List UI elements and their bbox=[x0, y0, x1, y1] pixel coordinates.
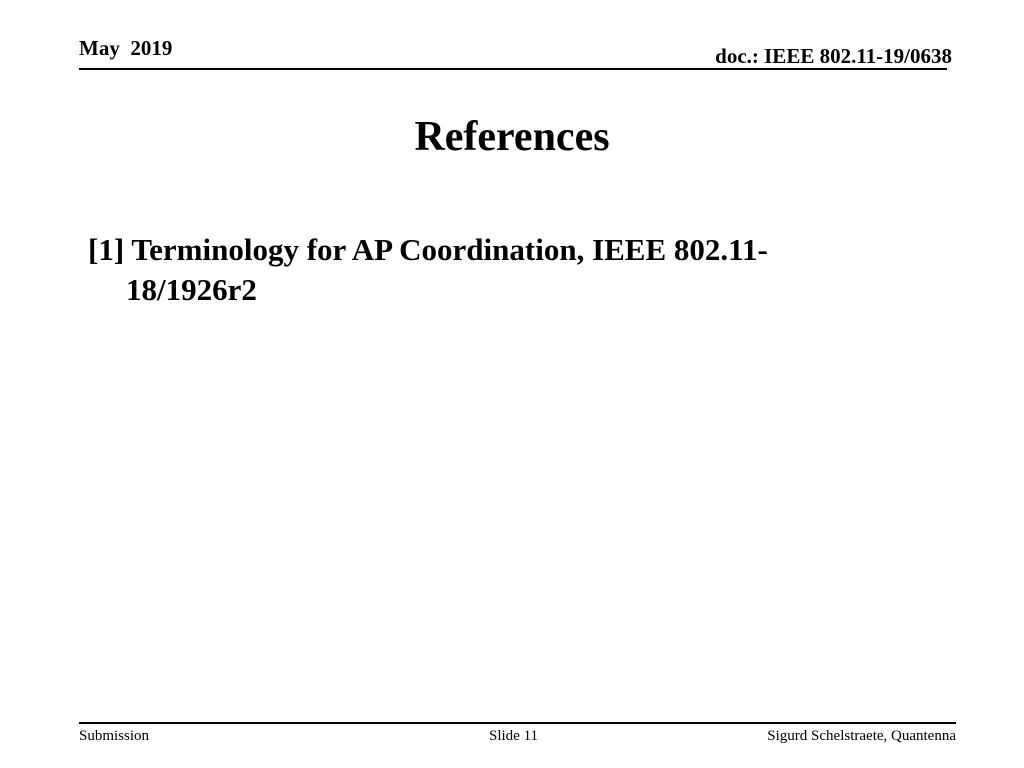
slide-title: References bbox=[414, 114, 610, 160]
footer-divider bbox=[79, 722, 956, 724]
footer-slide-number: Slide 11 bbox=[489, 728, 539, 744]
header-divider bbox=[79, 68, 947, 70]
reference-item: [1] Terminology for AP Coordination, IEEE 802.11-18/1926r2 bbox=[88, 232, 768, 307]
reference-list bbox=[88, 230, 878, 310]
header-doc-id: doc.: IEEE 802.11-19/0638 bbox=[715, 44, 952, 68]
footer-submission: Submission bbox=[79, 728, 150, 744]
header-date: May 2019 bbox=[79, 36, 173, 60]
footer-author: Sigurd Schelstraete, Quantenna bbox=[767, 728, 956, 744]
